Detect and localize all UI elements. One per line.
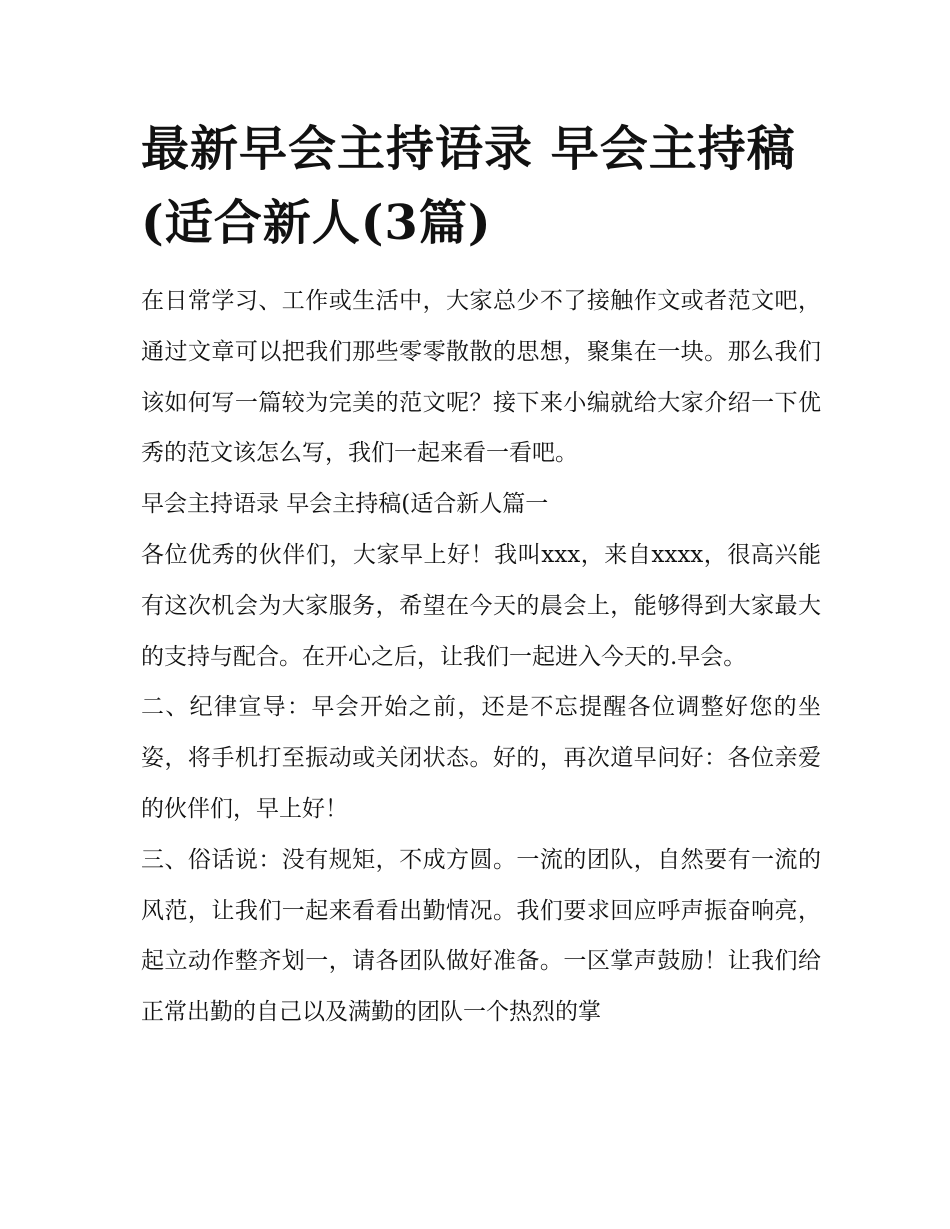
discipline-paragraph: 二、纪律宣导：早会开始之前，还是不忘提醒各位调整好您的坐姿，将手机打至振动或关闭状态。好的，再次道早问好：各位亲爱的伙伴们，早上好！ (141, 694, 821, 822)
attendance-paragraph: 三、俗话说：没有规矩，不成方圆。一流的团队，自然要有一流的风范，让我们一起来看看出勤情况。我们要求回应呼声振奋响亮，起立动作整齐划一，请各团队做好准备。一区掌声鼓励！让我们给正常出勤的自己以及满勤的团队一个热烈的掌 (141, 846, 821, 1026)
document-title: 最新早会主持语录 早会主持稿(适合新人(3篇) (141, 121, 796, 251)
section-heading: 早会主持语录 早会主持稿(适合新人篇一 (141, 491, 549, 518)
document-body (141, 276, 821, 1038)
greeting-paragraph: 各位优秀的伙伴们，大家早上好！我叫xxx，来自xxxx，很高兴能有这次机会为大家服务，希望在今天的晨会上，能够得到大家最大的支持与配合。在开心之后，让我们一起进入今天的.早会。 (141, 541, 821, 670)
intro-paragraph: 在日常学习、工作或生活中，大家总少不了接触作文或者范文吧，通过文章可以把我们那些零零散散的思想，聚集在一块。那么我们该如何写一篇较为完美的范文呢？接下来小编就给大家介绍一下优秀的范文该怎么写，我们一起来看一看吧。 (141, 288, 821, 467)
